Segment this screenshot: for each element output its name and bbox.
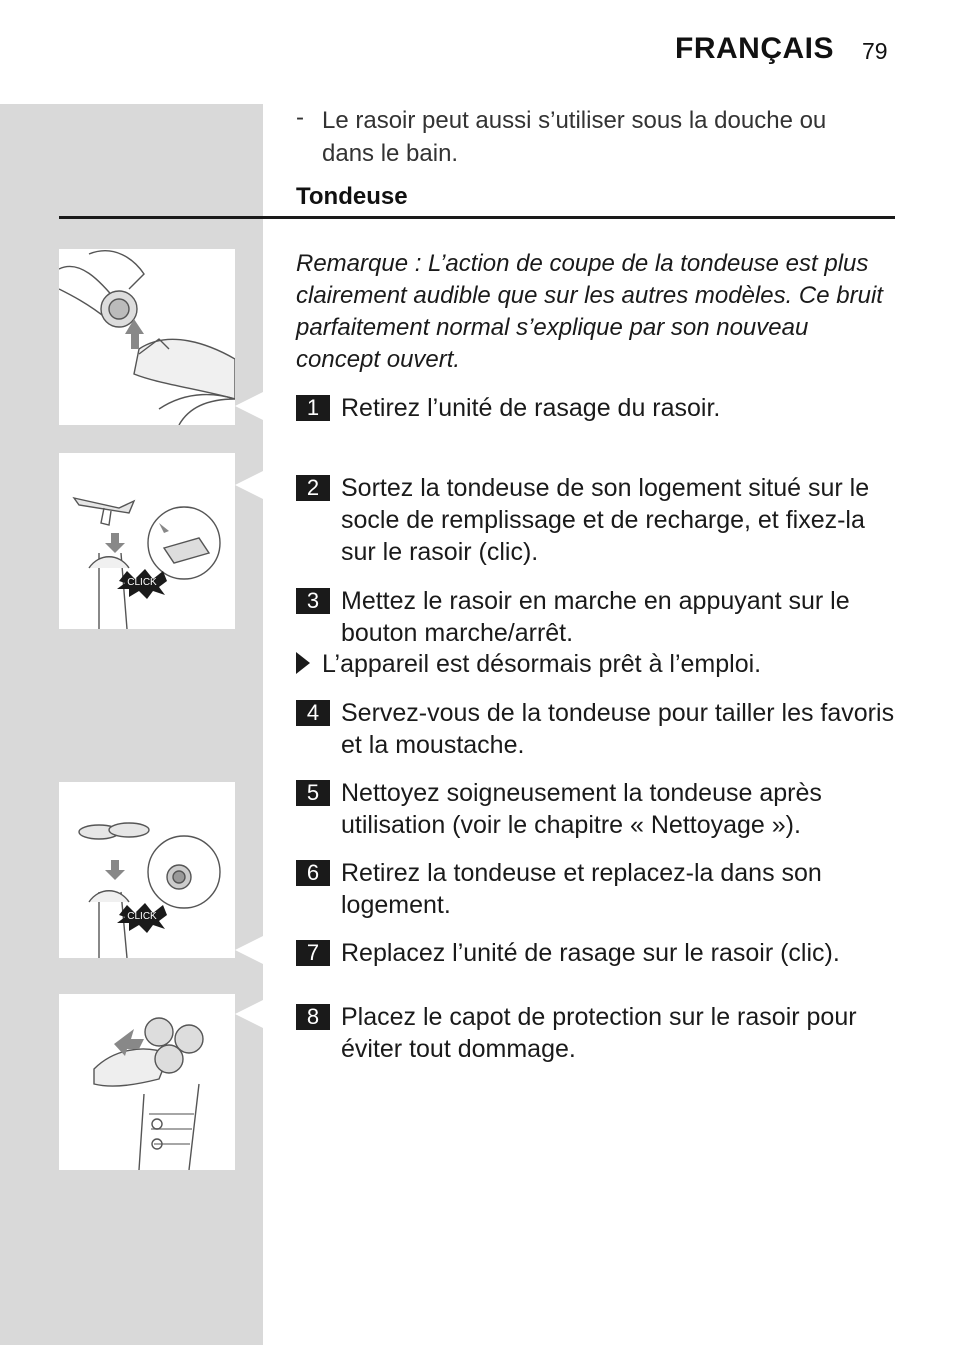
illustration-replace-trimmer [59,782,235,958]
step-number: 6 [296,860,330,886]
illustration-attach-trimmer [59,453,235,629]
step-text: Servez-vous de la tondeuse pour tailler les favoris et la moustache. [341,699,895,759]
page-number: 79 [862,38,888,64]
click-label: CLICK [127,911,157,922]
step-number: 5 [296,780,330,806]
step-number: 8 [296,1004,330,1030]
step-number: 7 [296,940,330,966]
result-arrow-icon [296,652,310,679]
step-text: Retirez la tondeuse et replacez-la dans son logement. [341,859,822,919]
remark-note: Remarque : L’action de coupe de la tondeuse est plus clairement audible que sur les autres modèles. Ce bruit parfaitement normal s’explique par son nouveau concept ouvert. [296,250,883,373]
illustration-pointer [235,936,263,964]
illustration-pointer [235,1000,263,1028]
bullet-dash: - [296,104,304,131]
illustration-pointer [235,471,263,499]
section-title: Tondeuse [296,183,408,210]
intro-text: Le rasoir peut aussi s’utiliser sous la douche ou dans le bain. [322,107,827,167]
step-text: Replacez l’unité de rasage sur le rasoir (clic). [341,939,840,967]
step-number: 1 [296,395,330,421]
step-number: 4 [296,700,330,726]
step-text: Nettoyez soigneusement la tondeuse après utilisation (voir le chapitre « Nettoyage »). [341,779,822,839]
step-text: Sortez la tondeuse de son logement situé sur le socle de remplissage et de recharge, et fixez-la sur le rasoir (clic). [341,474,870,566]
step-number: 3 [296,588,330,614]
illustration-replace-shaving-unit [59,994,235,1170]
step-number: 2 [296,475,330,501]
click-label: CLICK [127,577,157,588]
section-divider [59,216,895,219]
step-text: Retirez l’unité de rasage du rasoir. [341,394,721,422]
language-heading: FRANÇAIS [675,32,834,65]
step-text: Placez le capot de protection sur le rasoir pour éviter tout dommage. [341,1003,857,1063]
step-text: Mettez le rasoir en marche en appuyant sur le bouton marche/arrêt. [341,587,850,647]
result-text: L’appareil est désormais prêt à l’emploi. [322,650,762,678]
illustration-remove-shaving-unit [59,249,235,425]
illustration-pointer [235,392,263,420]
